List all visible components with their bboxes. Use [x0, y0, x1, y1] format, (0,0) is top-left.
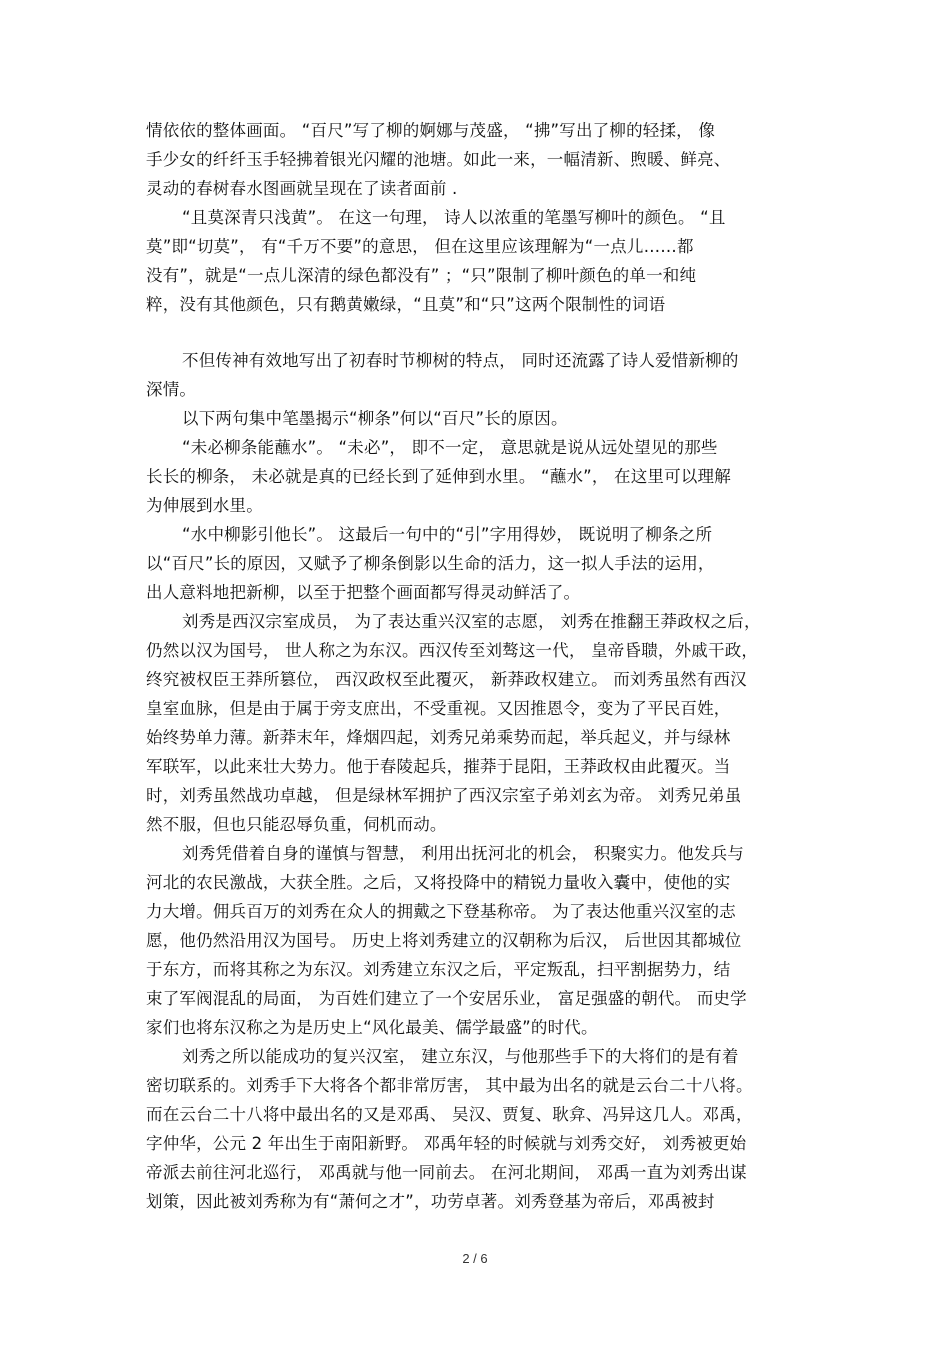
text-line: 而在云台二十八将中最出名的又是邓禹、 吴汉、贾复、耿弇、冯异这几人。邓禹， [146, 1105, 753, 1124]
text-line: 以下两句集中笔墨揭示“柳条”何以“百尺”长的原因。 [182, 409, 568, 428]
text-line: 不但传神有效地写出了初春时节柳树的特点， 同时还流露了诗人爱惜新柳的 [182, 351, 739, 370]
text-line: 划策，因此被刘秀称为有“萧何之才”，功劳卓著。刘秀登基为帝后，邓禹被封 [146, 1192, 715, 1211]
text-line: 河北的农民激战，大获全胜。之后，又将投降中的精锐力量收入囊中，使他的实 [146, 873, 731, 892]
text-line: 为伸展到水里。 [146, 496, 263, 515]
text-line: 刘秀是西汉宗室成员， 为了表达重兴汉室的志愿， 刘秀在推翻王莽政权之后， [182, 612, 761, 631]
text-line: 莫”即“切莫”， 有“千万不要”的意思， 但在这里应该理解为“一点儿……都 [146, 237, 694, 256]
text-line: 以“百尺”长的原因，又赋予了柳条倒影以生命的活力，这一拟人手法的运用， [146, 554, 715, 573]
text-line: 长长的柳条， 未必就是真的已经长到了延伸到水里。 “蘸水”， 在这里可以理解 [146, 467, 731, 486]
text-line: 时，刘秀虽然战功卓越， 但是绿林军拥护了西汉宗室子弟刘玄为帝。 刘秀兄弟虽 [146, 786, 742, 805]
text-line: 灵动的春树春水图画就呈现在了读者面前 . [146, 179, 458, 198]
text-line: 于东方，而将其称之为东汉。刘秀建立东汉之后，平定叛乱，扫平割据势力，结 [146, 960, 731, 979]
text-line: 皇室血脉，但是由于属于旁支庶出，不受重视。又因推恩令，变为了平民百姓， [146, 699, 731, 718]
text-line: 然不服，但也只能忍辱负重，伺机而动。 [146, 815, 447, 834]
text-line: 终究被权臣王莽所篡位， 西汉政权至此覆灭， 新莽政权建立。 而刘秀虽然有西汉 [146, 670, 747, 689]
page-number: 2 / 6 [462, 1251, 488, 1266]
text-line: 束了军阀混乱的局面， 为百姓们建立了一个安居乐业， 富足强盛的朝代。 而史学 [146, 989, 747, 1008]
text-line: 深情。 [146, 380, 197, 399]
text-line: 字仲华，公元 2 年出生于南阳新野。 邓禹年轻的时候就与刘秀交好， 刘秀被更始 [146, 1134, 747, 1153]
text-line: “水中柳影引他长”。 这最后一句中的“引”字用得妙， 既说明了柳条之所 [182, 525, 713, 544]
text-line: 手少女的纤纤玉手轻拂着银光闪耀的池塘。如此一来，一幅清新、煦暖、鲜亮、 [146, 150, 731, 169]
text-line: 出人意料地把新柳，以至于把整个画面都写得灵动鲜活了。 [146, 583, 581, 602]
text-line: 刘秀之所以能成功的复兴汉室， 建立东汉，与他那些手下的大将们的是有着 [182, 1047, 739, 1066]
text-line: 愿，他仍然沿用汉为国号。 历史上将刘秀建立的汉朝称为后汉， 后世因其都城位 [146, 931, 742, 950]
text-line: 没有”，就是“一点儿深清的绿色都没有” ；“只”限制了柳叶颜色的单一和纯 [146, 266, 697, 285]
text-line: 家们也将东汉称之为是历史上“风化最美、儒学最盛”的时代。 [146, 1018, 598, 1037]
text-line: 粹，没有其他颜色，只有鹅黄嫩绿，“且莫”和“只”这两个限制性的词语 [146, 295, 666, 314]
text-line: 密切联系的。刘秀手下大将各个都非常厉害， 其中最为出名的就是云台二十八将。 [146, 1076, 753, 1095]
text-line: 力大增。佣兵百万的刘秀在众人的拥戴之下登基称帝。 为了表达他重兴汉室的志 [146, 902, 736, 921]
text-line: 情依依的整体画面。 “百尺”写了柳的婀娜与茂盛， “拂”写出了柳的轻揉， 像 [146, 121, 716, 140]
text-line: “且莫深青只浅黄”。 在这一句理， 诗人以浓重的笔墨写柳叶的颜色。 “且 [182, 208, 726, 227]
text-line: “未必柳条能蘸水”。 “未必”， 即不一定， 意思就是说从远处望见的那些 [182, 438, 718, 457]
text-line: 刘秀凭借着自身的谨慎与智慧， 利用出抚河北的机会， 积聚实力。他发兵与 [182, 844, 744, 863]
text-line: 仍然以汉为国号， 世人称之为东汉。西汉传至刘骜这一代， 皇帝昏聩，外戚干政， [146, 641, 759, 660]
text-line: 始终势单力薄。新莽末年，烽烟四起，刘秀兄弟乘势而起，举兵起义，并与绿林 [146, 728, 731, 747]
text-line: 帝派去前往河北巡行， 邓禹就与他一同前去。 在河北期间， 邓禹一直为刘秀出谋 [146, 1163, 747, 1182]
text-line: 军联军，以此来壮大势力。他于春陵起兵，摧莽于昆阳，王莽政权由此覆灭。当 [146, 757, 731, 776]
